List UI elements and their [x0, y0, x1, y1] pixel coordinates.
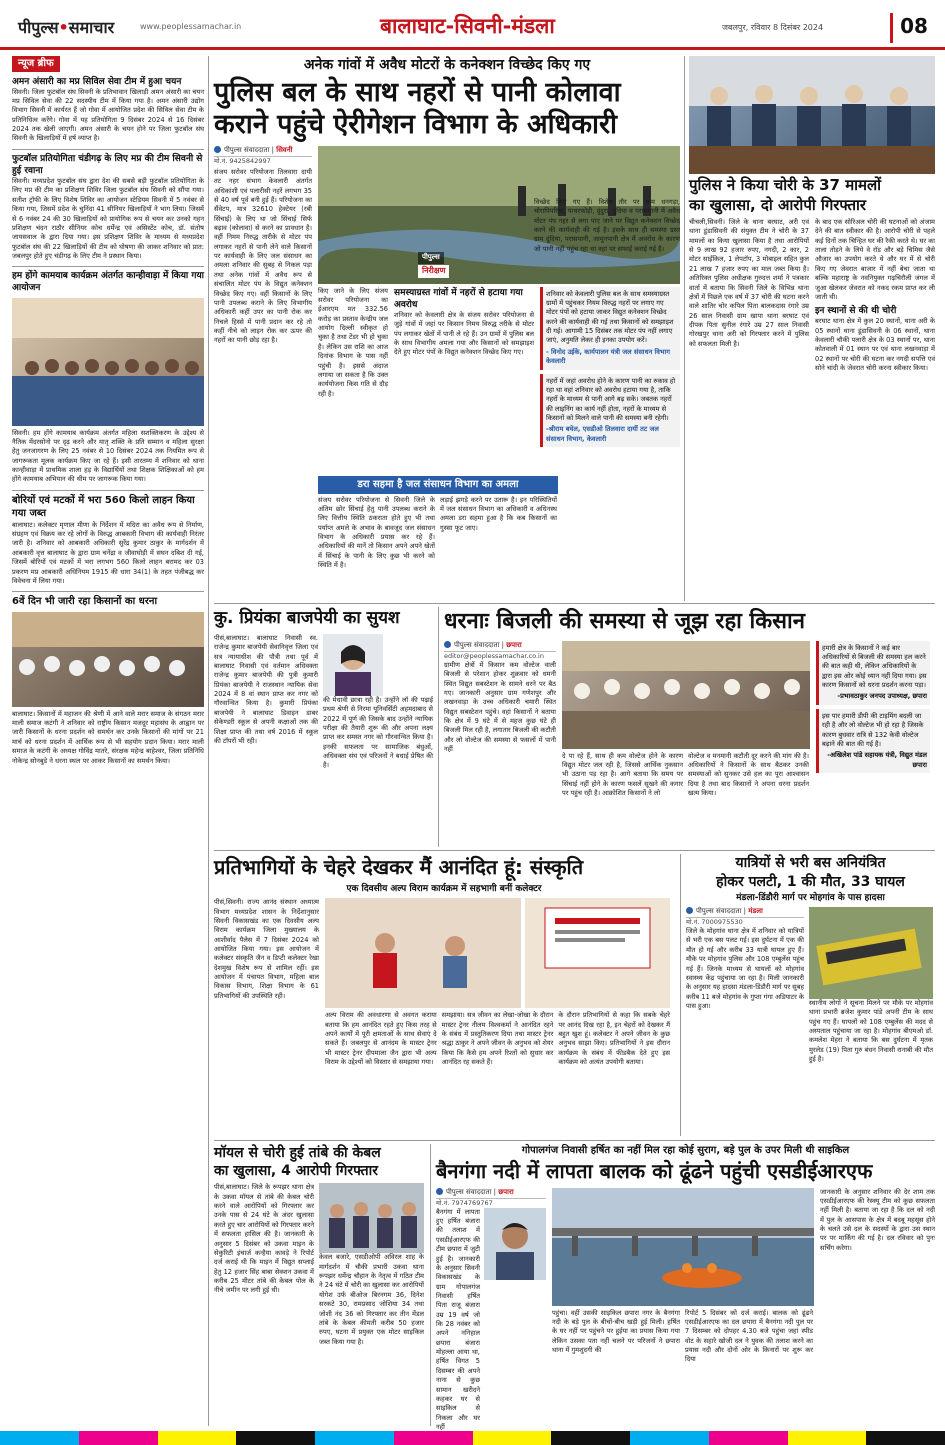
- missing-boy-story: [436, 1144, 935, 1431]
- bus-crash-photo: [809, 907, 933, 999]
- children-group-illustration: [12, 298, 204, 426]
- sanskriti-kicker: एक दिवसीय अल्प विराम कार्यक्रम में सहभागी बनीं कलेक्टर: [346, 884, 542, 894]
- boy-reporter-phone: मो.नं. 7974769767: [436, 1198, 493, 1207]
- brief-item-2: [12, 149, 204, 262]
- lead-col4: विच्छेद किए गए हैं। विशेष तौर पर ग्राम धनगड़ा, चोरापिपरिया, पाथरफोड़ी, दुंदुरा, दुंदिया व परासपानी में अवैध मोटर पंप नहर से लगा पाए जाने पर विद्युत कनेक्शन विच्छेद करने की कार्यवाही की गई है। इसके साथ ही समस्या ग्रस्त ग्राम दुंदिया, परासपानी, जामुनपानी क्षेत्र में अवरोध के कारण जो पानी नहीं पहुंच रहा था वहां पर सफाई कराई गई है।: [534, 198, 680, 253]
- fear-box-body2: लड़ाई झगड़े करने पर उतारू है। इन परिस्थितियों में जल संसाधन विभाग का अधिकारी व अधिनस्थ अमला डरा सहमा हुआ है कि कब किसानों का गुस्सा फूट जाए।: [440, 495, 557, 532]
- boy-portrait-photo: [484, 1208, 546, 1280]
- photo-caption-brand: पीपुल्स: [418, 252, 444, 263]
- brief-item-title: हम होंगे कामयाब कार्यक्रम अंतर्गत कान्हीवाड़ा में किया गया आयोजन: [12, 271, 204, 294]
- priyanka-story: [214, 607, 434, 847]
- page-number: 08: [890, 13, 935, 43]
- police-press-photo: [689, 56, 935, 174]
- bus-headline-line1: यात्रियों से भरी बस अनियंत्रित: [735, 855, 886, 871]
- boy-headline: बैनगंगा नदी में लापता बालक को ढूंढने पहुंची एसडीईआरएफ: [436, 1158, 873, 1183]
- site-url: www.peoplessamachar.in: [140, 22, 242, 31]
- sanskriti-col1: पीसं,सिवनी। राज्य आनंद संस्थान अध्यात्म विभाग मध्यप्रदेश शासन के निर्देशानुसार सिवनी विकासखंड का एक दिवसीय अल्प विराम कार्यक्रम जिला मुख्यालय के आशीर्वाद पैलेस में 7 दिसंबर 2024 को आयोजित किया गया। इस आयोजन में कलेक्टर संस्कृति जैन व डिप्टी कलेक्टर रेखा देशमुख विशेष रूप से शामिल रहीं। इस आयोजन में पंचायत विभाग, महिला बाल विकास विभाग, शिक्षा विभाग के 61 प्रतिभागियों की उपस्थिति रही।: [214, 898, 319, 1000]
- police-col3: बरघाट थाना क्षेत्र में कुल 20 स्थानों, थाना अरी के 05 स्थानों थाना डूंडासिवनी के 06 स्थानों, थाना केवलारी चौकी पलारी क्षेत्र के 03 स्थानों पर, थाना कोतवाली में 01 स्थान पर एवं थाना लखनवाड़ा में 02 स्थानों पर चोरी की घटना कर नगदी सपत्ति एवं सोने चांदी के जेवरात चोरी करना स्वीकार किया।: [815, 317, 935, 373]
- photo-caption: निरीक्षण: [418, 265, 449, 278]
- brief-item-body: बालाघाट। किसानों में महाजन की श्रेणी में आने वाले मरार समाज के संगठन मरार माली समाज कटंगी ने शनिवार को राष्ट्रीय किसान मजदूर महासंघ के आह्वान पर जारी किसानों के धरना प्रदर्शन को समर्थन कर उनके किसानों की मांगों पर 21 मार्च को धरना प्रदर्शन में आर्थिक रूप से भी सहयोग प्रदान किया। मरार माली समाज के कटंगी के अध्यक्ष गोविंद्र मातरे, संरक्षक महेन्द्र बाहेश्वर, जिला प्रतिनिधि नोकेन्द्र सोनबुडे ने धरना स्थल पर आकर किसानों का समर्थन किया।: [12, 709, 204, 765]
- bus-kicker: मंडला-डिंडौरी मार्ग पर मोहगांव के पास हादसा: [736, 892, 885, 903]
- brief-item-body: सिवनी। हम होंगे कामयाब कार्यक्रम अंतर्गत महिला सशक्तिकरण के उद्देश्य से नैतिक मेंदरसोनो पर दृढ़ करने और मातृ शक्ति के प्रति सम्मान व महिला सुरक्षा हेतु जनजागरण के लिए 25 नवंबर से 10 दिसंबर 2024 तक नियमित रूप से जागरूकता मूलक कार्यक्रम किए जा रहे हैं। इसी तारतम्य में शनिवार को थाना कान्हीवाड़ा में प्राथमिक शाला हड़ के विद्यार्थियों तथा शिक्षक शिक्षिकाओं को हम होंगे कामयाब अभियान की थीम पर जागरूक किया गया।: [12, 428, 204, 484]
- lead-headline-line1: पुलिस बल के साथ नहरों से पानी कोलावा: [214, 76, 621, 108]
- reporter-icon: [686, 907, 693, 914]
- official-quote-1: शनिवार को केवलारी पुलिस बल के साथ समस्याग्रस्त ग्रामों में पहुंचकर नियम विरुद्ध नहरों पर लगाए गए मोटर पंपों को हटाया जाकर विद्युत कनेक्शन विच्छेद करने की कार्यवाही की गई तथा किसानों को समझाइश दी गई। आगामी 15 दिसंबर तक मोटर पंप नहीं लगाए जाएं, अनुमति लेकर ही इनका उपयोग करें। - विनोद उईके, कार्यपालन यंत्री जल संसाधन विभाग केवलारी: [540, 287, 680, 370]
- crowd-illustration: [12, 612, 204, 707]
- brief-item-4: [12, 490, 204, 587]
- dharna-quote-1: हमारी क्षेत्र के किसानों ने कई बार अधिकारियों से बिजली की समस्या हल करने की बात कही थी, लेकिन अधिकारियों के द्वारा इस ओर कोई ध्यान नहीं दिया गया। इस कारण किसानों को धरना प्रदर्शन करना पड़ा। -प्रभावठाकुर जनपद उपाध्यक्ष, छपारा: [816, 641, 930, 705]
- officers-illustration: [689, 56, 935, 174]
- brief-item-body: सिवनी। मध्यप्रदेश फुटबॉल संघ द्वारा देश की सबसे बड़ी फुटबॉल प्रतियोगिता के लिए मप्र की टीम का प्रशिक्षण शिविर जिला फुटबॉल संघ सिवनी को सौंपा गया। सतीश ट्रॉफी के लिए विशेष शिविर का आयोजन स्टेडियम सिवनी में 5 नवंबर से किया गया, जिसमें प्रदेश के चुनिंदा 41 सीनियर खिलाड़ियों ने भाग लिया। जिसमें से 6 नवंबर 24 की 30 खिलाड़ियों को प्रायोगिक रूप से चयन कर उनको गहन प्रशिक्षण चंदन राठौर सीनियर कोच धर्मेन्द्र एवं असिस्टेंट कोच, डॉ. संतोष जायसवाल के द्वारा दिया गया। इस प्रशिक्षण शिविर के माध्यम से मध्यप्रदेश फुटबॉल संघ की 22 खिलाड़ियों की टीम को घोषणा की जाकर शनिवार को प्रात: जबलपुर होते हुए चंडीगढ़ के लिए टीम ने प्रस्थान किया।: [12, 177, 204, 260]
- print-color-bar: [0, 1431, 945, 1445]
- copper-cable-story: [214, 1144, 424, 1426]
- fear-box-title: डरा सहमा है जल संसाधन विभाग का अमला: [318, 476, 558, 494]
- masthead: [0, 0, 945, 50]
- lead-story: [214, 56, 680, 601]
- lead-col2: किए जाने के लिए संजय सरोवर परियोजना का ईआरएम मत 332.56 करोड़ का प्रस्ताव केन्द्रीय जल आयोग दिल्ली स्वीकृत हो चुका है तथा टेंडर भी हो चुका है। लेकिन उस राशि का आज दिनांक विभाग के पास नहीं पहुंची है। इससे अंदाज लगाया जा सकता है कि उक्त कार्ययोजना किस गति से दौड़ रही है।: [318, 286, 388, 398]
- boy-kicker: गोपालगंज निवासी हर्षित का नहीं मिल रहा कोई सुराग, बड़े पुल के उपर मिली थी साइकिल: [521, 1145, 850, 1156]
- official-quote-2: नहरों में जहां अवरोध होने के कारण पानी का रुकाव हो रहा था वहां शनिवार को अवरोध हटाया गया है, ताकि नहरों के माध्यम से पानी आगे बढ़ सके। जबतक नहरों की लाइनिंग का कार्य नहीं होता, नहरों के माध्यम से किसानों को मिलने वाले पानी की समस्या बनी रहेगी। -श्रीराम बघेल, एसडीओ तिलवारा दायीं तट जल संसाधन विभाग, केवलारी: [540, 374, 680, 448]
- brief-item-title: अमन अंसारी का मप्र सिविल सेवा टीम में हुआ चयन: [12, 76, 182, 87]
- accused-photo: [319, 1183, 424, 1253]
- copper-headline-line1: मॉयल से चोरी हुई तांबे की केबल: [214, 1145, 381, 1161]
- brief-label: न्यूज ब्रीफ: [12, 56, 60, 72]
- reporter-phone: मो.नं. 9425842997: [214, 157, 271, 166]
- dharna-col3: वोल्टेज व मनमानी कटौती दूर करने की मांग की है। अधिकारियों ने किसानों के साथ बैठकर उनकी समस्याओं को सुनकर उसे हल का पूरा आश्वासन दिया है तथा बाद किसानों ने अपना धरना प्रदर्शन खत्म किया।: [688, 751, 809, 798]
- dharna-headline: धरनाः बिजली की समस्या से जूझ रहा किसान: [444, 609, 805, 634]
- accused-group-illustration: [319, 1183, 424, 1253]
- reporter-icon: [214, 146, 221, 153]
- sanskriti-col2: अल्प विराम की अवधारणा से अवगत कराया बताया कि हम आनंदित रहते हुए किस तरह से अपने कार्यों में पूरी क्षमताओं के साथ सेवाएं दे सकते हैं। जबलपुर से आनंदम के मास्टर ट्रेनर भी मास्टर ट्रेनर दीपमाला जैन द्वारा भी अल्प विराम के उद्देश्यों को विस्तार से समझाया गया।: [325, 1011, 437, 1066]
- police-subhead: इन स्थानों से की थी चोरी: [815, 306, 897, 317]
- boy-byline: पीपुल्स संवाददाता | छपारा: [436, 1188, 546, 1199]
- lead-col1: संजय सरोवर परियोजना तिलवारा दायी तट नहर संभाग केवलारी अंतर्गत अधिकांशी एवं पलारीसी नहरें लगभग 35 से 40 वर्ष पूर्व बनी हुई हैं। परियोजना का सैंवेटप, मात्र 32610 हेक्टेयर (रबी सिंचाई) के लिए था जो सिंचाई सिर्फ बढ़ाव (कोलावा) से करने का प्रावधान है। वहीं निमम निरुद्ध तारीके से मोटर पंप लगाकर नहरों से पानी लेने वाले किसानों पर कार्यवाही के लिए जल संसाधन का अमला शनिवार की सुबह से निकल पड़ा तथा अनेक गांवों में अवैध रूप से संचालित मोटर पंप के विद्युत कनेक्शन विच्छेद किए गए। वहीं किसानों के लिए पानी उपलब्ध कराने के लिए विभागीय अधिकारी कहीं उपर का पानी रोक कर निचले हिस्से में पानी प्रदान कर रहे तो कहीं नीचे को लाइन रोक कर ऊपर की नहरों का पानी छोड़ रहा है।: [214, 167, 312, 345]
- issue-date: जबलपुर, रविवार 8 दिसंबर 2024: [722, 23, 824, 32]
- boy-col2: पहुंचा। वहीं उसकी साइकिल छपारा नगर के बैनगंगा नदी के बड़े पुल के बीचों-बीच खड़ी हुई मिली। हर्षित के घर नहीं पर पहुंचने पर हुईया का प्रयास किया गया लेकिन उसका पता नहीं चलने पर परिजनों ने छपारा थाना में गुमशुदगी की: [552, 1308, 680, 1354]
- fear-box-body1: संजय सरोवर परियोजना से सिवनी जिले के अंतिम छोर सिंचाई हेतु पानी उपलब्ध कराने के लिए वित्तीय स्थिति ठकराता होते हुए भी तथा पर्याप्त अमले के अभाव के बावजूद जल संसाधन विभाग के अधिकारी प्रयास कर रहे हैं। अधिकारियों की मानें तो किसान अपने अपने खेतों में सिंचाई के पानी के लिए कुछ भी करने को स्थिति में है।: [318, 495, 435, 570]
- river-rescue-photo: [552, 1188, 814, 1306]
- boy-portrait-illustration: [484, 1208, 546, 1280]
- police-headline-line2: का खुलासा, दो आरोपी गिरफ्तार: [689, 195, 867, 214]
- bus-byline: पीपुल्स संवाददाता | मंडला: [686, 907, 804, 918]
- section-title: बालाघाट-सिवनी-मंडला: [380, 14, 555, 38]
- river-boat-illustration: [552, 1188, 814, 1306]
- copper-col2: केवल बजारे, एसडीओपी अविरल शाह के मार्गदर्शन में चौकी प्रभारी उकवा थाना रूपझर धर्मेन्द्र चौहान के नेतृत्व में गठित टीम ने 24 घंटे में चोरी का खुलासा कर आरोपियों योगेश उर्फ बीओज बिरनगम 36, दिनेश सरकटे 30, रामप्रसाद जोशिया 34 तथा जोशी नंद 36 को गिरफ्तार कर तीन मेंडल तांबे के केबल कीमती करीब 50 हजार रुपए, घटना में प्रयुक्त एक मोटर साइकिल जब्त किया गया है।: [319, 1253, 424, 1346]
- brief-item-title: बोरियों एवं मटकों में भरा 560 किलो लाहन किया गया जब्त: [12, 494, 195, 520]
- boy-col1: बैनगंगा में लापता हुए हर्षित बंजारा की तलाश में एसडीईआरएफ की टीम छपारा में जुटी हुई है। जानकारी के अनुसार सिवनी विकासखंड के ग्राम गोपालगंज निवासी हर्षित पिता राजू बंजारा उम्र 19 वर्ष जो कि 28 नवंबर को अपने ननिहाल छपारा बंजारा मोहल्ला आया था, हर्षित विगत 5 दिसम्बर की अपने नाना से कुछ सामान खरीदने कहकर घर से साइकिल से निकला और घर नहीं: [436, 1207, 480, 1431]
- banner-illustration: [525, 898, 670, 1008]
- lead-headline-line2: कराने पहुंचे ऐरीगेशन विभाग के अधिकारी: [214, 109, 617, 141]
- lead-kicker: अनेक गांवों में अवैध मोटरों के कनेक्शन विच्छेद किए गए: [303, 57, 591, 73]
- dharna-col2: दे पा रहे हैं, साथ ही कम वोल्टेज होने के कारण विद्युत मोटर जल रही है, जिससे आर्थिक नुकसान भी उठाना पड़ रहा है। आगे बताया कि समय पर सिंचाई नहीं होने के कारण फसलें सूखने की कगार पर पहुंच रही है। आक्रोशित किसानों ने लो: [562, 751, 683, 798]
- copper-col1: पीसं,बालाघाट। जिले के रूपझर थाना क्षेत्र के उकवा मॉयल से तांबे की केबल चोरी करने वाले आरोपियों को गिरफ्तार कर उनके पास से 24 घंटे के अंदर खुलासा करते हुए चार आरोपियों को गिरफ्तार करने में सफलता हासिल की है। जानकारी के अनुसार 5 दिसंबर को उकवा माइन के सेकुरिटी इंचार्ज कन्हैया कावड़े ने रिपोर्ट दर्ज कराई थी कि माइन में विद्युत सप्लाई हेतु 12 हजार सिंह बाबा सेक्शन उकवा में करीब 25 मीटर तांबे की केबल पोल के नीचे जमीन पर लगी हुई थी।: [214, 1183, 314, 1295]
- bus-reporter-phone: मो.नं. 7000975530: [686, 918, 743, 927]
- dharna-story: [444, 607, 935, 847]
- brief-item-3: [12, 266, 204, 484]
- brand-logo: पीपुल्स•समाचार: [18, 18, 115, 37]
- bus-accident-story: [686, 854, 935, 1136]
- overturned-bus-illustration: [809, 907, 933, 999]
- brief-item-title: फुटबॉल प्रतियोगिता चंडीगढ़ के लिए मप्र की टीम सिवनी से हुई रवाना: [12, 153, 203, 176]
- sanskriti-col3: समझाया। सत्र जीवन का लेखा-जोखा के दौरान मास्टर ट्रेनर नीलम विश्वकर्मा ने आनंदित रहने के संबंध में प्रस्तुतिकरण दिया तथा मास्टर ट्रेनर श्रद्धा ठाकुर ने अपने जीवन के अनुभव को शेयर किया कि कैसे हम अपने रिश्तों को सुधार कर आनंदित रह सकते हैं।: [441, 1011, 554, 1066]
- news-brief-column: [12, 56, 204, 1426]
- brief-item-1: [12, 76, 204, 144]
- lead-col3: शनिवार को केवलारी क्षेत्र के संजय सरोवर परियोजना से जुड़े गांवों में जहां पर किसान निमय विरुद्ध तरीके से मोटर पंप लगाकर खेतों में पानी ले रहे हैं। उन ग्रामों में पुलिस बल के साथ विभागीय अमला गया और किसानों को समझाइश देते हुए मोटर पंपों के विद्युत कनेक्शन विच्छेद किए गए।: [394, 310, 534, 357]
- dharna-byline: पीपुल्स संवाददाता | छपारा: [444, 641, 556, 652]
- police-headline-line1: पुलिस ने किया चोरी के 37 मामलों: [689, 176, 882, 194]
- reporter-icon: [436, 1188, 443, 1195]
- bus-col1: जिले के मोहगांव थाना क्षेत्र में शनिवार को यात्रियों से भरी एक बस पलट गई। इस दुर्घटना में एक की मौत हो गई और करीब 33 यात्री घायल हुए हैं। मौके पर मोहगांव पुलिस और 108 एम्बुलेंस पहुंच गई हैं। जिनके माध्यम से घायलों को मोहगांव स्वास्थ्य केंद्र पहुंचाया जा रहा है। मिली जानकारी के अनुसार यह हादसा मंडला-डिंडौरी मार्ग पर सुबह करीब 11 बजे मोहगांव के गुप्ता गंगा अडियाटर के पास हुआ।: [686, 927, 804, 1010]
- bus-col2: स्थानीय लोगों ने सूचना मिलने पर मौके पर मोहगांव थाना प्रभारी ब्रजेश कुमार पांडे अपनी टीम के साथ पहुंच गए हैं। घायलों को 108 एम्बुलेंस की मदद से अस्पताल पहुंचाया जा रहा है। मोहगांव बीएमओ डॉ. कमलेश मेहरा ने बताया कि बस दुर्घटना में मृतक मुरलेड (19) पिता गुरु बंधन निवासी रानाबी की मौत हुई है।: [809, 998, 933, 1064]
- event-photo-1: [325, 898, 521, 1008]
- sanskriti-col4: के दौरान प्रतिभागियों से कहा कि सबके चेहरे पर आनंद दिख रहा है, इन चेहरों को देखकर मैं बहुत खुश हूं। कलेक्टर ने अपने जीवन के कुछ अनुभव साझा किए। प्रतिभागियों ने इस दौरान कार्यक्रम के संबंध में फीडबैक देते हुए इस कार्यक्रम को अत्यंत उपयोगी बताया।: [558, 1011, 671, 1066]
- boy-col4: जानकारी के अनुसार शनिवार की देर शाम तक एसडीईआरएफ की रेस्क्यू टीम को कुछ सफलता नहीं मिली है। बताया जा रहा है कि दल को नदी में पुल के आसपास के क्षेत्र में बदबू महसूस होने के चलते उसे दल के सदस्यों के द्वारा उस स्थान पर पर मार्किंग की गई है। दल रविवार को पुनः सर्चिंग करेगा।: [820, 1187, 935, 1252]
- sanskriti-headline: प्रतिभागियों के चेहरे देखकर मैं आनंदित हूं: संस्कृति: [214, 855, 584, 879]
- police-col1: चीचली,सिवनी। जिले के थाना बरघाट, अरी एवं थाना डूंडासिवनी की संयुक्त टीम ने चोरी के 37 मामलों का किया खुलासा किया है तथा आरोपियों से 9 लाख 92 हजार रुपए, नगदी, 2 कार, 2 मोटर साईकिल, 1 लेपटॉप, 3 मोबाइल सहित कुल 21 लाख 7 हजार रुपए का माल जब्त किया है। अतिरिक्त पुलिस अधीक्षक गुरुदत्त शर्मा ने पत्रकार वार्ता में बताया कि सिवनी जिले के विभिन्न थाना क्षेत्रों में पिछले एक वर्ष में 37 चोरी की घटना करने वाले शातिर चोर कपिल पिता बालकदास रंगारे उम्र 26 साल निवासी ग्राम खापा थाना बरघाट एवं दीपक पिता सुनील रंगारे उम्र 27 साल निवासी गोरखपुर थाना अरी को गिरफ्तार करने में पुलिस को सफलता मिली है।: [689, 218, 809, 348]
- bus-headline-line2: होकर पलटी, 1 की मौत, 33 घायल: [716, 873, 905, 890]
- portrait-illustration: [323, 634, 383, 696]
- lead-byline: पीपुल्स संवाददाता | सिवनी: [214, 146, 312, 157]
- fear-box: [318, 476, 558, 570]
- lead-subhead: समस्याग्रस्त गांवों में नहरों से हटाया गया अवरोध: [394, 287, 523, 310]
- brief-item-5: [12, 591, 204, 766]
- reporter-icon: [444, 641, 451, 648]
- copper-headline-line2: का खुलासा, 4 आरोपी गिरफ्तार: [214, 1163, 378, 1180]
- farmers-protest-photo: [12, 612, 204, 707]
- dharna-col1: ग्रामीण क्षेत्रों में किसान कम वोल्टेज वाली बिजली से परेशान होकर शुक्रवार को धमनी स्थित विद्युत सबस्टेशन के सामने धरने पर बैठ गए। जानकारी अनुसार ग्राम गणेशपुर और लखनवाड़ा के उच्च अधिकारी चमारी स्थित विद्युत सबस्टेशन पहुंचे। वहां किसानों ने बताया कि क्षेत्र में 9 घंटे में से महज कुछ घंटे ही बिजली मिल रही है, लगातार बिजली की कटौती और लो वोल्टेज की समस्या से फसलों में पानी नहीं: [444, 660, 556, 754]
- brief-item-body: सिवनी। जिला फुटबॉल संघ सिवनी के प्रतिभावान खिलाड़ी अमन अंसारी का चयन मप्र सिविल सेवा की 22 सदस्यीय टीम में किया गया है। अमन अंसारी उद्योग विभाग सिवनी में कार्यरत हैं जो गोवा में आयोजित प्रदेश की सिविल सेवा टीम के प्रतिनिधित्व करेंगे। गोवा में यह प्रतियोगिता 9 दिसंबर 2024 से 16 दिसंबर 2024 तक खेली जाएगी। अमन अंसारी के चयन होने पर जिला फुटबॉल संघ सिवनी के खिलाड़ियों में हर्ष व्याप्त है।: [12, 87, 204, 143]
- event-photo-2: [525, 898, 670, 1008]
- editor-email: editor@peoplessamachar.co.in: [444, 652, 544, 661]
- priyanka-col2: की मेधावी छात्रा रही है। उन्होंने लॉ की पढ़ाई प्रथम श्रेणी से निरमा यूनिवर्सिटी अहमदाबाद से 2022 में पूर्ण की जिसके बाद उन्होंने न्यायिक परीक्षा की तैयारी शुरू की और अपना लक्ष्य प्राप्त कर समस्त नगर को गौरवान्वित किया है। इनकी सफलता पर सामाजिक बंधुओं, अधिवक्ता संघ एवं परिजनों ने बधाई प्रेषित की है।: [323, 695, 433, 770]
- seated-crowd-illustration: [562, 641, 810, 749]
- police-story: [689, 56, 935, 601]
- boy-col3: रिपोर्ट 5 दिसंबर को दर्ज कराई। बालक को ढूंढने एसडीईआरएफ का दल छपारा में बैनगंगा नदी पुल पर 7 दिसम्बर को दोपहर 4.30 बजे पहुंचा जहां स्पीड वोट के सहारे खोजी दल ने युवक की तलाश करने का प्रयास नदी और दोनों ओर के किनारों पर शुरू कर दिया: [685, 1308, 813, 1364]
- priyanka-headline: कु. प्रियंका बाजपेयी का सुयश: [214, 608, 400, 628]
- police-col2: के बाद एक सोरिअल चोरी की घटनाओं को अंजाम देने की बात स्वीकार की है। आरोपी चोरी से पहले कई दिनों तक चिन्हित घर की रैकी करते थे। घर का ताला तोड़ने के लिये वे रॉड और बड़े चिमिस जैसे औजार का उपयोग करते थे और घर में से चोरी किए गए जेवरात बाजार में नहीं बेचा जाता था बल्कि महाराष्ट्र के नवनियुक्त गढ़चिरौली जंगल में जुआ खेलकर जेवरात को नकद रकम प्राप्त कर ली जाती थी।: [815, 218, 935, 301]
- priyanka-col1: पीसं,बालाघाट। बालाघाट निवासी स्व. राजेन्द्र कुमार बाजपेयी सेवानिवृत्त जिला एवं सत्र न्यायाधीश की पौत्री तथा पूर्व में बालाघाट निवासी एवं वर्तमान अधिवक्ता राजेन्द्र कुमार बाजपेयी की पुत्री कुमारी प्रियंका बाजपेयी ने राजस्थान न्यायिक सेवा 2024 में 8 वां स्थान प्राप्त कर नगर को गौरवान्वित किया है। कुमारी प्रियंका बाजपेयी ने बालाघाट डिवाइन डाबर सेकेण्डरी स्कूल से अपनी कक्षाओं तक की शिक्षा प्राप्त की तथा वर्ष 2016 में स्कूल की टॉपरों भी रही।: [214, 633, 318, 745]
- sanskriti-story: [214, 854, 674, 1136]
- school-children-photo: [12, 298, 204, 426]
- portrait-photo: [323, 634, 383, 696]
- dharna-quote-2: इस पार हमारी डीपी की टाइमिंग बदली जा रही है और लो वोल्टेज भी हो रहा है जिसके कारण बुधवार रात्रि से 132 केवी वोल्टेज बढ़ाने की बात की गई है। -अखिलेश पांडे सहायक यंत्री, विद्युत मंडल छपारा: [816, 709, 930, 773]
- brief-item-title: 6वें दिन भी जारी रहा किसानों का धरना: [12, 596, 158, 608]
- farmers-dharna-photo: [562, 641, 810, 749]
- event-illustration: [325, 898, 521, 1008]
- brief-item-body: बालाघाट। कलेक्टर मृणाल मीणा के निर्देशन में मदिरा का अवैध रूप से निर्माण, संग्रहण एवं विक्रय कर रहे लोगों के विरुद्ध आबकारी विभाग की कार्यवाही निरंतर जारी है। शनिवार को आबकारी अधिकारी सुरेंद्र कुमार ठाकुर के मार्गदर्शन में आबकारी वृत्त बालाघाट के द्वारा ग्राम चनेंद्रा व जीवाघोड़ी में सघन दबिश दी गई, जिसमें बोरियों एवं मटकों में भरा लगभग 560 किलो लाहन बरामद कर 03 प्रकरण मप्र आबकारी अधिनियम 1915 की धारा 34(1) के तहत पंजीबद्ध कर विवेचना में लिया गया।: [12, 520, 204, 585]
